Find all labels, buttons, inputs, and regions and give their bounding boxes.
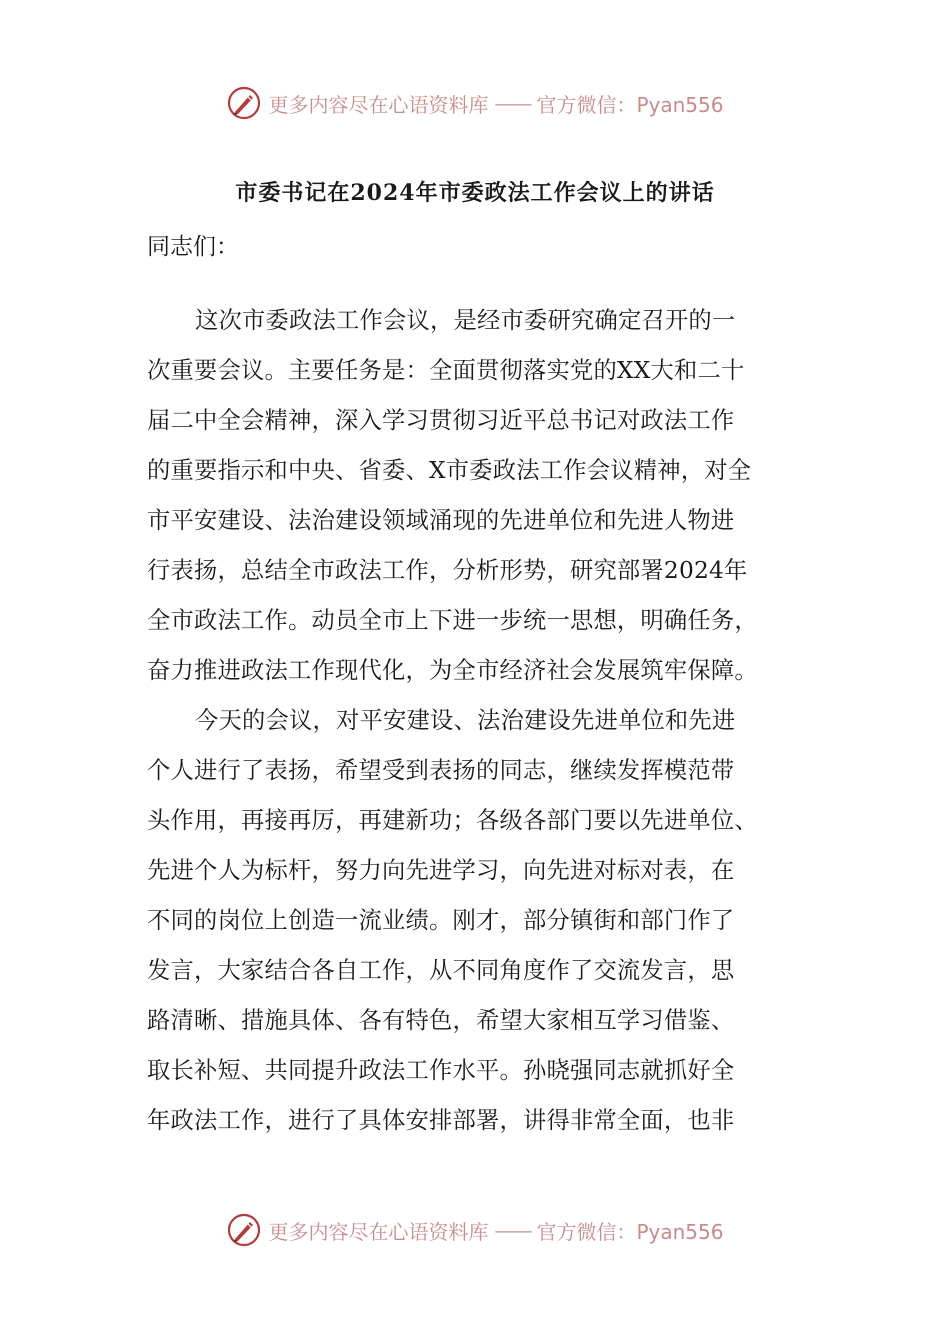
footer-watermark-separator: —— bbox=[494, 1218, 531, 1242]
header-watermark-banner bbox=[0, 83, 950, 123]
header-watermark-separator: —— bbox=[494, 91, 531, 115]
paragraph-1-line: 行表扬，总结全市政法工作，分析形势，研究部署2024年 bbox=[147, 557, 748, 584]
header-watermark-wechat: 官方微信：Pyan556 bbox=[536, 92, 724, 117]
paragraph-1-line: 届二中全会精神，深入学习贯彻习近平总书记对政法工作 bbox=[147, 407, 735, 434]
header-watermark-text: 更多内容尽在心语资料库 bbox=[268, 92, 489, 117]
paragraph-1-line: 奋力推进政法工作现代化，为全市经济社会发展筑牢保障。 bbox=[147, 657, 758, 684]
paragraph-2-line: 先进个人为标杆，努力向先进学习，向先进对标对表，在 bbox=[147, 857, 735, 884]
footer-watermark-text: 更多内容尽在心语资料库 bbox=[268, 1219, 489, 1244]
speech-body bbox=[147, 296, 807, 1146]
paragraph-2-line: 路清晰、措施具体、各有特色，希望大家相互学习借鉴、 bbox=[147, 1007, 735, 1034]
pen-logo-icon bbox=[226, 85, 262, 121]
paragraph-1-line: 全市政法工作。动员全市上下进一步统一思想，明确任务， bbox=[147, 607, 758, 634]
paragraph-2-line: 发言，大家结合各自工作，从不同角度作了交流发言，思 bbox=[147, 957, 735, 984]
paragraph-1-line: 市平安建设、法治建设领域涌现的先进单位和先进人物进 bbox=[147, 507, 735, 534]
footer-watermark-wechat: 官方微信：Pyan556 bbox=[536, 1219, 724, 1244]
pen-logo-icon bbox=[226, 1212, 262, 1248]
paragraph-2-line: 今天的会议，对平安建设、法治建设先进单位和先进 bbox=[195, 707, 736, 734]
paragraph-2-line: 不同的岗位上创造一流业绩。刚才，部分镇街和部门作了 bbox=[147, 907, 735, 934]
paragraph-1-line: 的重要指示和中央、省委、X市委政法工作会议精神，对全 bbox=[147, 457, 752, 484]
paragraph-1-line: 这次市委政法工作会议，是经市委研究确定召开的一 bbox=[195, 307, 736, 334]
paragraph-2-line: 年政法工作，进行了具体安排部署，讲得非常全面，也非 bbox=[147, 1107, 735, 1134]
paragraph-2-line: 个人进行了表扬，希望受到表扬的同志，继续发挥模范带 bbox=[147, 757, 735, 784]
paragraph-2-line: 头作用，再接再厉，再建新功；各级各部门要以先进单位、 bbox=[147, 807, 758, 834]
paragraph-2-line: 取长补短、共同提升政法工作水平。孙晓强同志就抓好全 bbox=[147, 1057, 735, 1084]
footer-watermark-banner bbox=[0, 1210, 950, 1250]
paragraph-1-line: 次重要会议。主要任务是：全面贯彻落实党的XX大和二十 bbox=[147, 357, 745, 384]
document-title: 市委书记在2024年市委政法工作会议上的讲话 bbox=[235, 180, 715, 206]
greeting: 同志们： bbox=[147, 234, 239, 260]
